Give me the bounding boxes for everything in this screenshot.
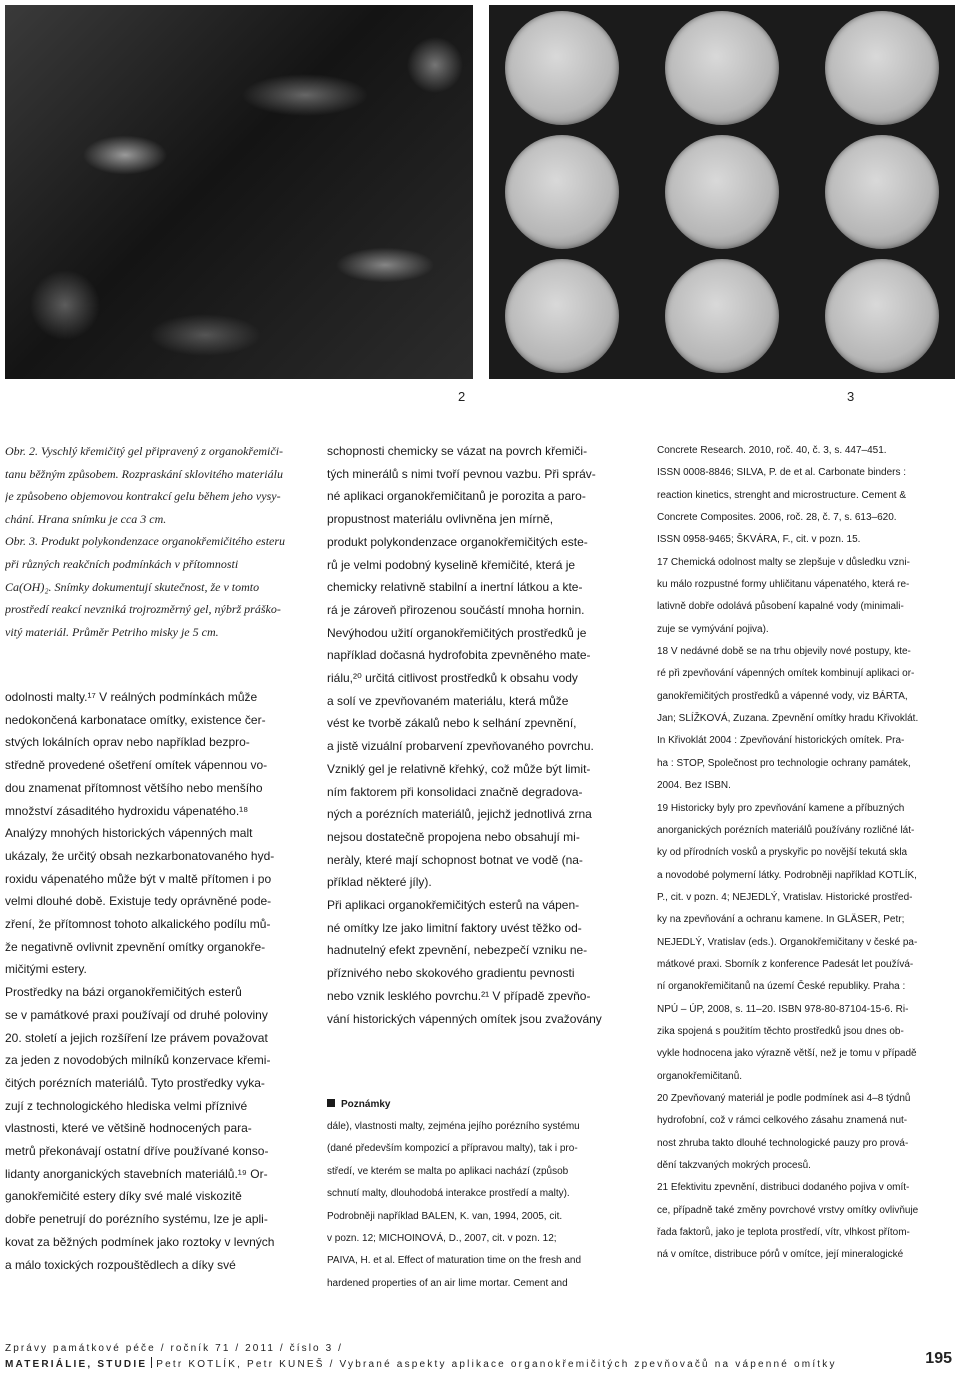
footer-authors-title: Petr KOTLÍK, Petr KUNEŠ / Vybrané aspekty aplikace organokřemičitých zpevňovačů na vápenné omítky <box>156 1359 837 1370</box>
body-line: Při aplikaci organokřemičitých esterů na vápen- <box>327 898 580 913</box>
body-line: né omítky lze jako limitní faktory uvést těžko od- <box>327 920 582 935</box>
body-line: mičitými estery. <box>5 962 87 977</box>
petri-dish <box>505 259 619 373</box>
body-line: se v památkové praxi používají od druhé poloviny <box>5 1007 268 1022</box>
body-line: Analýzy mnohých historických vápenných malt <box>5 826 253 841</box>
note-line: ky od přírodních vosků a pryskyřic po novější tekutá skla <box>657 847 908 859</box>
caption-line: je způsobeno objemovou kontrakcí gelu během jeho vysy- <box>5 489 281 504</box>
note-line: hardened properties of an air lime mortar. Cement and <box>327 1277 568 1289</box>
body-line: rů je velmi podobný kyselině křemičité, která je <box>327 557 576 572</box>
note-line: Jan; SLÍŽKOVÁ, Zuzana. Zpevnění omítky hradu Křivoklát. <box>657 713 919 725</box>
note-line: ce, případně také změny povrchové vrstvy omítky ovlivňuje <box>657 1204 919 1216</box>
body-line: Prostředky na bázi organokřemičitých esterů <box>5 985 242 1000</box>
note-line: NEJEDLÝ, Vratislav (eds.). Organokřemičitany v české pa- <box>657 936 918 948</box>
note-line: a novodobé polymerní látky. Podrobněji například KOTLÍK, <box>657 869 917 881</box>
body-line: metrů překonávají ostatní dříve používané konso- <box>5 1144 269 1159</box>
body-line: propustnost materiálu ovlivněna jen mírně, <box>327 512 554 527</box>
body-column-1 <box>5 686 305 1276</box>
body-line: středně provedené ošetření omítek vápennou vo- <box>5 758 268 773</box>
body-line: nedokončená karbonatace omítky, existence čer- <box>5 712 266 727</box>
note-line: zuje se vymývání pojiva). <box>657 623 769 635</box>
page-number: 195 <box>925 1350 952 1367</box>
note-line: ná v omítce, distribuce pórů v omítce, její mineralogické <box>657 1249 904 1261</box>
note-line: nost zhruba takto dlouhé technologické pauzy pro prová- <box>657 1137 909 1149</box>
note-line: NPÚ – ÚP, 2008, s. 11–20. ISBN 978-80-87104-15-6. Ri- <box>657 1003 909 1015</box>
body-line: množství zásaditého hydroxidu vápenatého.¹⁸ <box>5 803 249 818</box>
note-line: anorganických porézních materiálů používány rozličné lát- <box>657 824 915 836</box>
note-line: středí, ve kterém se malta po aplikaci nachází (způsob <box>327 1165 569 1177</box>
body-line: stvých lokálních oprav nebo například bezpro- <box>5 735 250 750</box>
note-line: ní organokřemičitanů na území České republiky. Praha : <box>657 981 906 993</box>
note-line: schnutí malty, dlouhodobá interakce prostředí a malty). <box>327 1188 570 1200</box>
body-line: že negativně ovlivnit zpevnění omítky organokře- <box>5 939 266 954</box>
body-line: ukázaly, že určitý obsah nezkarbonatovaného hyd- <box>5 848 275 863</box>
note-line: organokřemičitanů. <box>657 1070 743 1082</box>
note-line: hydrofobní, což v rámci celkového zásahu znamená nut- <box>657 1115 908 1127</box>
caption-line: Ca(OH)₂. Snímky dokumentují skutečnost, že v tomto <box>5 579 260 594</box>
body-line: ním faktorem při konsolidaci značně degradova- <box>327 784 583 799</box>
caption-line: vitý materiál. Průměr Petriho misky je 5 cm. <box>5 624 219 639</box>
body-line: příznivého nebo skokového gradientu pevnosti <box>327 966 575 981</box>
body-line: kovat za běžných podmínek jako roztoky v levných <box>5 1234 275 1249</box>
note-line: 19 Historicky byly pro zpevňování kamene a příbuzných <box>657 802 905 814</box>
note-line: ISSN 0008-8846; SILVA, P. de et al. Carbonate binders : <box>657 467 907 479</box>
note-line: 17 Chemická odolnost malty se zlepšuje v důsledku vzni- <box>657 556 910 568</box>
petri-dishes-photo <box>489 5 955 379</box>
note-line: reaction kinetics, strenght and microstructure. Cement & <box>657 489 906 501</box>
note-line: 21 Efektivitu zpevnění, distribuci dodaného pojiva v omít- <box>657 1182 910 1194</box>
body-line: ganokřemičité estery díky své malé viskozitě <box>5 1189 242 1204</box>
body-line: vlastnosti, které ve většině hodnocených para- <box>5 1121 252 1136</box>
body-line: né aplikaci organokřemičitanů je porozita a paro- <box>327 489 586 504</box>
note-line: ku málo rozpustné formy uhličitanu vápenatého, která re- <box>657 579 910 591</box>
body-line: vání historických vápenných omítek jsou zvažovány <box>327 1011 602 1026</box>
body-line: zují z technologického hlediska velmi příznivé <box>5 1098 248 1113</box>
body-line: nejsou dostatečně propojena nebo obsahují mi- <box>327 829 580 844</box>
body-line: ných a porézních materiálů, jejichž jednotlivá zrna <box>327 807 592 822</box>
body-line: například dočasná hydrofobita zpevněného mate- <box>327 648 591 663</box>
body-line: a jistě vizuální probarvení zpevňovaného povrchu. <box>327 739 594 754</box>
petri-dish <box>825 135 939 249</box>
footer-journal-line: Zprávy památkové péče / ročník 71 / 2011 / číslo 3 / <box>5 1343 344 1354</box>
body-line: Nevýhodou užití organokřemičitých prostředků je <box>327 625 587 640</box>
note-line: 2004. Bez ISBN. <box>657 780 731 792</box>
body-line: nebo vznik lesklého povrchu.²¹ V případě zpevňo- <box>327 988 591 1003</box>
figure-number-3: 3 <box>847 389 855 404</box>
body-line: vést ke tvorbě zákalů nebo k selhání zpevnění, <box>327 716 577 731</box>
caption-line: tanu běžným způsobem. Rozpraskání sklovitého materiálu <box>5 466 283 481</box>
body-line: chemicky relativně stabilní a inertní látkou a kte- <box>327 580 583 595</box>
body-line: odolnosti malty.¹⁷ V reálných podmínkách může <box>5 690 258 704</box>
body-line: dobře penetrují do porézního systému, lze je apli- <box>5 1212 268 1227</box>
square-bullet-icon <box>327 1099 335 1107</box>
petri-dish <box>825 259 939 373</box>
body-line: lidanty anorganických stavebních materiálů.¹⁹ Or- <box>5 1166 268 1181</box>
body-line: neràly, které mají schopnost botnat ve vodě (na- <box>327 852 583 867</box>
body-line: rá je zároveň přirozenou součástí mnoha hornin. <box>327 602 585 617</box>
note-line: 18 V nedávné době se na trhu objevily nové postupy, kte- <box>657 646 911 658</box>
petri-dish <box>665 11 779 125</box>
notes-heading <box>327 1094 632 1116</box>
note-line: ganokřemičitých prostředků a vápenné vody, viz BÁRTA, <box>657 690 908 702</box>
notes-column-3 <box>657 440 957 1267</box>
petri-dish <box>665 135 779 249</box>
body-line: hadnutelný efekt zpevnění, nebezpečí vzniku ne- <box>327 943 588 958</box>
body-column-2 <box>327 440 632 1030</box>
body-line: roxidu vápenatého může být v maltě přítomen i po <box>5 871 272 886</box>
footer-section: MATERIÁLIE, STUDIE <box>5 1359 148 1370</box>
caption-line: Obr. 3. Produkt polykondenzace organokřemičitého esteru <box>5 534 286 549</box>
divider <box>151 1357 152 1368</box>
note-line: dále), vlastnosti malty, zejména jejího porézního systému <box>327 1121 580 1132</box>
body-line: tých minerálů s nimi tvoří pevnou vazbu. Při správ- <box>327 466 596 481</box>
note-line: zika spojená s použitím těchto prostředků jsou dnes ob- <box>657 1025 904 1037</box>
body-line: a solí ve zpevňovaném materiálu, která může <box>327 693 569 708</box>
notes-heading-text: Poznámky <box>341 1099 391 1110</box>
note-line: řada faktorů, jako je teplota prostředí, vítr, vlhkost přítom- <box>657 1227 910 1239</box>
note-line: ky na zpevňování a ochranu kamene. In GLÄSER, Petr; <box>657 914 905 926</box>
note-line: ré při zpevňování vápenných omítek kombinují aplikaci or- <box>657 668 915 680</box>
body-line: schopnosti chemicky se vázat na povrch křemiči- <box>327 444 588 458</box>
note-line: 20 Zpevňovaný materiál je podle podmínek asi 4–8 týdnů <box>657 1092 911 1104</box>
note-line: v pozn. 12; MICHOINOVÁ, D., 2007, cit. v pozn. 12; <box>327 1233 557 1245</box>
body-line: za jeden z novodobých milníků konzervace křemi- <box>5 1053 271 1068</box>
body-line: zření, že přítomnost tohoto alkalického podílu mů- <box>5 917 271 932</box>
note-line: ha : STOP, Společnost pro technologie ochrany památek, <box>657 757 911 769</box>
caption-line: při různých reakčních podmínkách v přítomnosti <box>5 556 239 571</box>
note-line: P., cit. v pozn. 4; NEJEDLÝ, Vratislav. Historické prostřed- <box>657 891 913 903</box>
note-line: Concrete Research. 2010, roč. 40, č. 3, s. 447–451. <box>657 445 887 456</box>
note-line: ISSN 0958-9465; ŠKVÁRA, F., cit. v pozn. 15. <box>657 534 861 546</box>
petri-dish <box>505 135 619 249</box>
body-line: čitých porézních materiálů. Tyto prostředky vyka- <box>5 1075 265 1090</box>
footer-article-line <box>5 1357 837 1370</box>
note-line: lativně dobře odolává působení kapalné vody (minimali- <box>657 601 904 613</box>
caption-line: Obr. 2. Vyschlý křemičitý gel připravený z organokřemiči- <box>5 444 284 458</box>
body-line: velmi dlouhé době. Existuje tedy oprávněné pode- <box>5 894 272 909</box>
note-line: In Křivoklát 2004 : Zpevňování historických omítek. Pra- <box>657 735 905 747</box>
body-line: produkt polykondenzace organokřemičitých este- <box>327 534 588 549</box>
note-line: mátkové praxi. Sborník z konference Padesát let používá- <box>657 958 914 970</box>
body-line: příklad některé jíly). <box>327 875 432 890</box>
caption-line: chání. Hrana snímku je cca 3 cm. <box>5 511 167 526</box>
note-line: (dané především kompozicí a přípravou malty), tak i pro- <box>327 1143 578 1155</box>
figure-number-2: 2 <box>458 389 466 404</box>
note-line: Concrete Composites. 2006, roč. 28, č. 7, s. 613–620. <box>657 512 897 524</box>
petri-dish <box>665 259 779 373</box>
body-line: a málo toxických rozpouštědlech a díky své <box>5 1257 236 1272</box>
note-line: Podrobněji například BALEN, K. van, 1994, 2005, cit. <box>327 1210 563 1222</box>
note-line: PAIVA, H. et al. Effect of maturation time on the fresh and <box>327 1255 582 1267</box>
petri-dish <box>505 11 619 125</box>
caption-line: prostředí reakcí nevzniká trojrozměrný gel, nýbrž práško- <box>5 602 281 617</box>
body-line: 20. století a jejich rozšíření lze právem považovat <box>5 1030 268 1045</box>
glass-gel-photo <box>5 5 473 379</box>
body-line: riálu,²⁰ určitá citlivost prostředků k obsahu vody <box>327 671 578 686</box>
notes-column-2 <box>327 1088 632 1295</box>
note-line: vykle hodnocena jako výrazně větší, než je tomu v případě <box>657 1048 917 1060</box>
body-line: dou znamenat přítomnost většího nebo menšího <box>5 780 263 795</box>
petri-dish <box>825 11 939 125</box>
body-line: Vzniklý gel je relativně křehký, což může být limit- <box>327 761 591 776</box>
note-line: dění takzvaných mokrých procesů. <box>657 1160 811 1171</box>
figure-caption <box>5 440 305 643</box>
